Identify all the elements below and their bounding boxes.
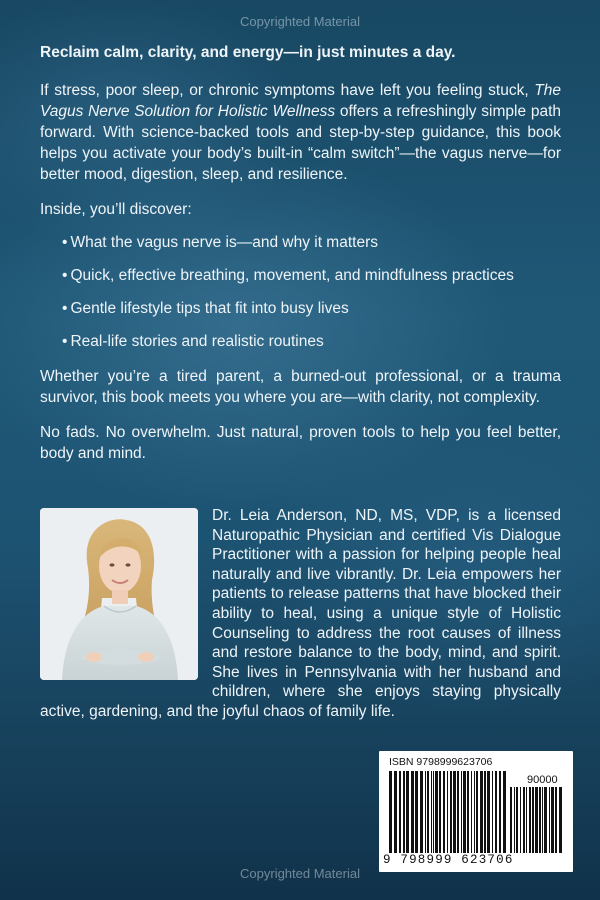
- barcode-bar: [480, 771, 483, 853]
- list-item-text: Gentle lifestyle tips that fit into busy lives: [70, 300, 349, 317]
- barcode-bar: [399, 771, 401, 853]
- isbn-digits: 9 798999 623706: [383, 853, 514, 867]
- bullet-icon: •: [62, 234, 68, 251]
- barcode-bar: [403, 771, 405, 853]
- barcode-bar: [510, 787, 512, 853]
- barcode-bar: [532, 787, 534, 853]
- barcode-bar: [499, 771, 501, 853]
- author-bio: [40, 506, 561, 722]
- barcode-bar: [555, 787, 557, 853]
- barcode-bar: [447, 771, 448, 853]
- intro-text-before: If stress, poor sleep, or chronic symptoms have left you feeling stuck,: [40, 82, 535, 99]
- closing-paragraph: No fads. No overwhelm. Just natural, proven tools to help you feel better, body and mind.: [40, 424, 561, 462]
- isbn-barcode: [379, 751, 573, 872]
- book-title-italic: The Vagus Nerve Solution for Holistic Wellness: [40, 82, 561, 120]
- barcode-bar: [484, 771, 486, 853]
- bullet-icon: •: [62, 267, 68, 284]
- barcode-bar: [453, 771, 456, 853]
- barcode-bars-icon: [389, 771, 506, 853]
- barcode-bar: [495, 771, 497, 853]
- list-item-text: Real-life stories and realistic routines: [70, 333, 324, 350]
- list-item-text: What the vagus nerve is—and why it matters: [70, 234, 378, 251]
- barcode-bar: [526, 787, 527, 853]
- barcode-bar: [476, 771, 478, 853]
- bullet-icon: •: [62, 333, 68, 350]
- barcode-bar: [539, 787, 541, 853]
- barcode-bar: [463, 771, 466, 853]
- barcode-bar: [415, 771, 418, 853]
- discover-list: [40, 232, 561, 352]
- barcode-bar: [559, 787, 562, 853]
- barcode-bar: [516, 787, 518, 853]
- bullet-icon: •: [62, 300, 68, 317]
- list-item: [62, 298, 561, 319]
- barcode-bar: [439, 771, 441, 853]
- lead-headline: Reclaim calm, clarity, and energy—in just minutes a day.: [40, 44, 456, 61]
- barcode-bar: [450, 771, 452, 853]
- barcode-bar: [425, 771, 426, 853]
- barcode-bar: [503, 771, 506, 853]
- barcode-bar: [474, 771, 475, 853]
- list-item: [62, 331, 561, 352]
- barcode-bar: [431, 771, 432, 853]
- barcode-bar: [529, 787, 531, 853]
- intro-text-after: offers a refreshingly simple path forward. With science-backed tools and step-by-step guidance, this book helps you activate your body’s built-in “calm switch”—the vagus nerve—for better mood, digestion, sleep, and resilience.: [40, 103, 561, 183]
- list-item: [62, 232, 561, 253]
- barcode-bar: [433, 771, 434, 853]
- barcode-bar: [523, 787, 525, 853]
- barcode-bar: [427, 771, 429, 853]
- barcode-bar: [394, 771, 397, 853]
- barcode-bar: [435, 771, 438, 853]
- intro-paragraph: [40, 80, 561, 185]
- barcode-bar: [467, 771, 469, 853]
- barcode-bar: [487, 771, 490, 853]
- barcode-bar: [535, 787, 538, 853]
- barcode-bar: [411, 771, 414, 853]
- barcode-bar: [544, 787, 547, 853]
- barcode-bar: [542, 787, 543, 853]
- barcode-bar: [443, 771, 445, 853]
- inside-heading: Inside, you’ll discover:: [40, 201, 192, 218]
- barcode-bar: [471, 771, 472, 853]
- barcode-bar: [406, 771, 409, 853]
- barcode-bar: [461, 771, 462, 853]
- barcode-bar: [420, 771, 423, 853]
- barcode-bar: [389, 771, 392, 853]
- barcode-bar: [549, 787, 550, 853]
- back-cover-text: [40, 42, 561, 464]
- addon-barcode-bars-icon: [510, 787, 564, 853]
- copyright-watermark-top: Copyrighted Material: [240, 14, 360, 29]
- author-bio-text: Dr. Leia Anderson, ND, MS, VDP, is a licensed Naturopathic Physician and certified Vis Dialogue Practitioner with a passion for helping people heal naturally and live vibrantly. Dr. Leia empowers her patients to release patterns that have blocked their ability to heal, using a unique style of Holistic Counseling to address the root causes of illness and restore balance to the body, mind, and spirit. She lives in Pennsylvania with her husband and children, where she enjoys staying physically active, gardening, and the joyful chaos of family life.: [40, 507, 561, 720]
- barcode-bar: [492, 771, 493, 853]
- list-item: [62, 265, 561, 286]
- barcode-bar: [551, 787, 554, 853]
- isbn-label: ISBN 9798999623706: [389, 756, 493, 768]
- barcode-bar: [520, 787, 521, 853]
- price-code: 90000: [527, 774, 558, 786]
- barcode-bar: [457, 771, 459, 853]
- list-item-text: Quick, effective breathing, movement, and mindfulness practices: [70, 267, 514, 284]
- barcode-bar: [514, 787, 515, 853]
- audience-paragraph: Whether you’re a tired parent, a burned-out professional, or a trauma survivor, this book meets you where you are—with clarity, not complexity.: [40, 368, 561, 406]
- copyright-watermark-bottom: Copyrighted Material: [240, 866, 360, 881]
